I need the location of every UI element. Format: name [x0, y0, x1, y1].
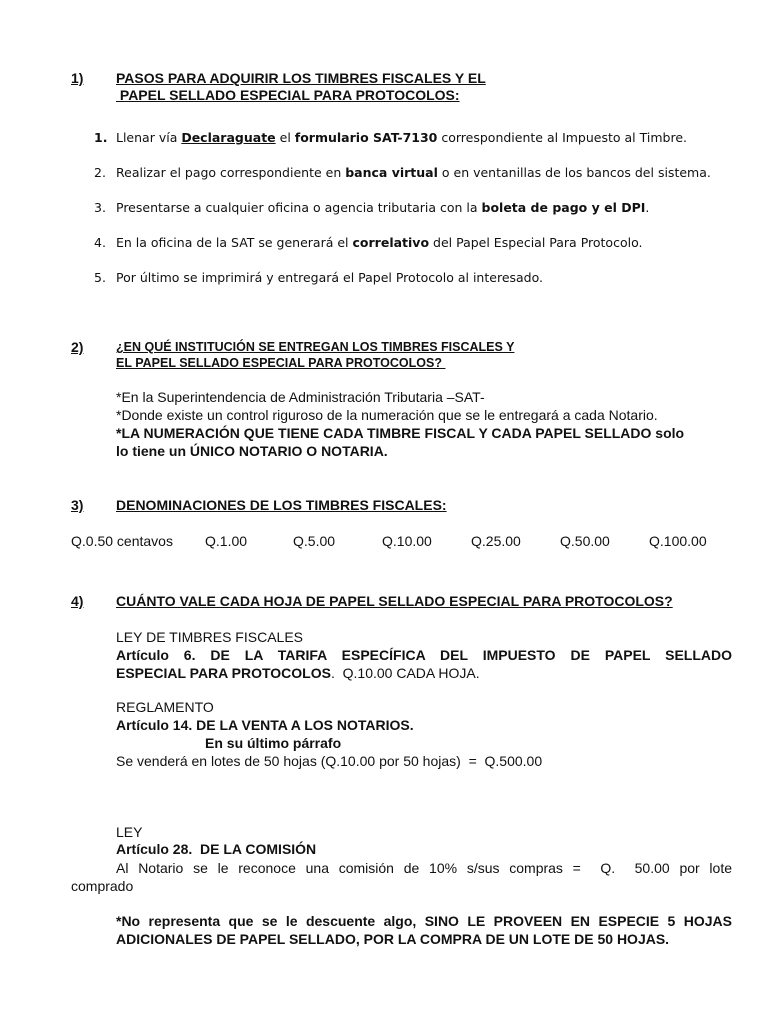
step-text: Realizar el pago correspondiente en: [116, 165, 346, 180]
article-6-price: . Q.10.00 CADA HOJA.: [330, 665, 480, 681]
section-1-title-line1: PASOS PARA ADQUIRIR LOS TIMBRES FISCALES Y EL: [116, 70, 486, 86]
article-6-line2: [116, 664, 480, 682]
answer-bold-line-2: lo tiene un ÚNICO NOTARIO O NOTARIA.: [116, 443, 388, 459]
venta-lotes: Se venderá en lotes de 50 hojas (Q.10.00 por 50 hojas) = Q.500.00: [116, 753, 543, 769]
step-text: o en ventanillas de los bancos del sistema.: [437, 165, 711, 180]
denomination-item: Q.50.00: [560, 533, 610, 549]
section-2-title-line1: ¿EN QUÉ INSTITUCIÓN SE ENTREGAN LOS TIMBRES FISCALES Y: [116, 340, 515, 354]
section-2-body: [116, 388, 684, 460]
comision-line1: Al Notario se le reconoce una comisión de 10% s/sus compras = Q. 50.00 por lote: [116, 860, 732, 876]
section-2-title: [116, 339, 514, 371]
ley-label: LEY: [116, 824, 143, 840]
denomination-item: Q.25.00: [471, 533, 521, 549]
section-1-number: 1): [71, 70, 84, 86]
section-4-number: 4): [71, 593, 84, 609]
section-4-title: CUÁNTO VALE CADA HOJA DE PAPEL SELLADO ESPECIAL PARA PROTOCOLOS?: [116, 593, 673, 609]
denominations-row: [0, 533, 768, 553]
denomination-item: Q.0.50 centavos: [71, 533, 173, 549]
step-item-4: [94, 235, 642, 250]
step-text: el: [275, 130, 295, 145]
denomination-item: Q.5.00: [293, 533, 336, 549]
ley-timbres-label: LEY DE TIMBRES FISCALES: [116, 629, 303, 645]
step-text-banca: banca virtual: [345, 165, 438, 180]
article-6-bold: ESPECIAL PARA PROTOCOLOS: [116, 665, 331, 681]
step-number: 1.: [94, 130, 108, 145]
step-item-3: [94, 200, 649, 215]
denomination-item: Q.10.00: [382, 533, 432, 549]
step-item-2: [94, 165, 711, 180]
step-text: Presentarse a cualquier oficina o agencia tributaria con la: [116, 200, 482, 215]
nota-line2: ADICIONALES DE PAPEL SELLADO, POR LA COMPRA DE UN LOTE DE 50 HOJAS.: [116, 931, 670, 947]
step-text: del Papel Especial Para Protocolo.: [429, 235, 643, 250]
section-1-title-line2: PAPEL SELLADO ESPECIAL PARA PROTOCOLOS:: [116, 87, 460, 103]
comision-line2: comprado: [71, 878, 134, 894]
denomination-item: Q.100.00: [649, 533, 707, 549]
step-text-declaraguate: Declaraguate: [181, 130, 276, 145]
section-3-title: DENOMINACIONES DE LOS TIMBRES FISCALES:: [116, 497, 447, 513]
article-6-line1: Artículo 6. DE LA TARIFA ESPECÍFICA DEL IMPUESTO DE PAPEL SELLADO: [116, 647, 732, 663]
reglamento-label: REGLAMENTO: [116, 699, 214, 715]
answer-line-2: *Donde existe un control riguroso de la numeración que se le entregará a cada Notario.: [116, 407, 658, 423]
section-2-number: 2): [71, 339, 84, 355]
step-text-correlativo: correlativo: [352, 235, 430, 250]
step-text: Llenar vía: [116, 130, 182, 145]
step-text-formulario: formulario SAT-7130: [294, 130, 438, 145]
denomination-item: Q.1.00: [205, 533, 248, 549]
nota-line1: *No representa que se le descuente algo, SINO LE PROVEEN EN ESPECIE 5 HOJAS: [116, 913, 732, 929]
article-14: Artículo 14. DE LA VENTA A LOS NOTARIOS.: [116, 717, 414, 733]
section-1-title: [116, 70, 486, 104]
section-2-title-line2: EL PAPEL SELLADO ESPECIAL PARA PROTOCOLOS?: [116, 356, 446, 370]
step-number: 2.: [94, 165, 106, 180]
step-item-1: [94, 130, 687, 145]
step-item-5: [94, 270, 543, 285]
ultimo-parrafo: En su último párrafo: [205, 735, 342, 751]
step-text: correspondiente al Impuesto al Timbre.: [437, 130, 687, 145]
step-number: 5.: [94, 270, 106, 285]
answer-line-1: *En la Superintendencia de Administración Tributaria –SAT-: [116, 389, 485, 405]
step-number: 4.: [94, 235, 106, 250]
step-text: Por último se imprimirá y entregará el Papel Protocolo al interesado.: [116, 270, 544, 285]
step-number: 3.: [94, 200, 106, 215]
section-3-number: 3): [71, 497, 84, 513]
article-28: Artículo 28. DE LA COMISIÓN: [116, 841, 317, 857]
step-text-boleta: boleta de pago y el DPI: [481, 200, 646, 215]
step-text: .: [645, 200, 650, 215]
step-text: En la oficina de la SAT se generará el: [116, 235, 353, 250]
answer-bold-line-1: *LA NUMERACIÓN QUE TIENE CADA TIMBRE FISCAL Y CADA PAPEL SELLADO solo: [116, 425, 685, 441]
